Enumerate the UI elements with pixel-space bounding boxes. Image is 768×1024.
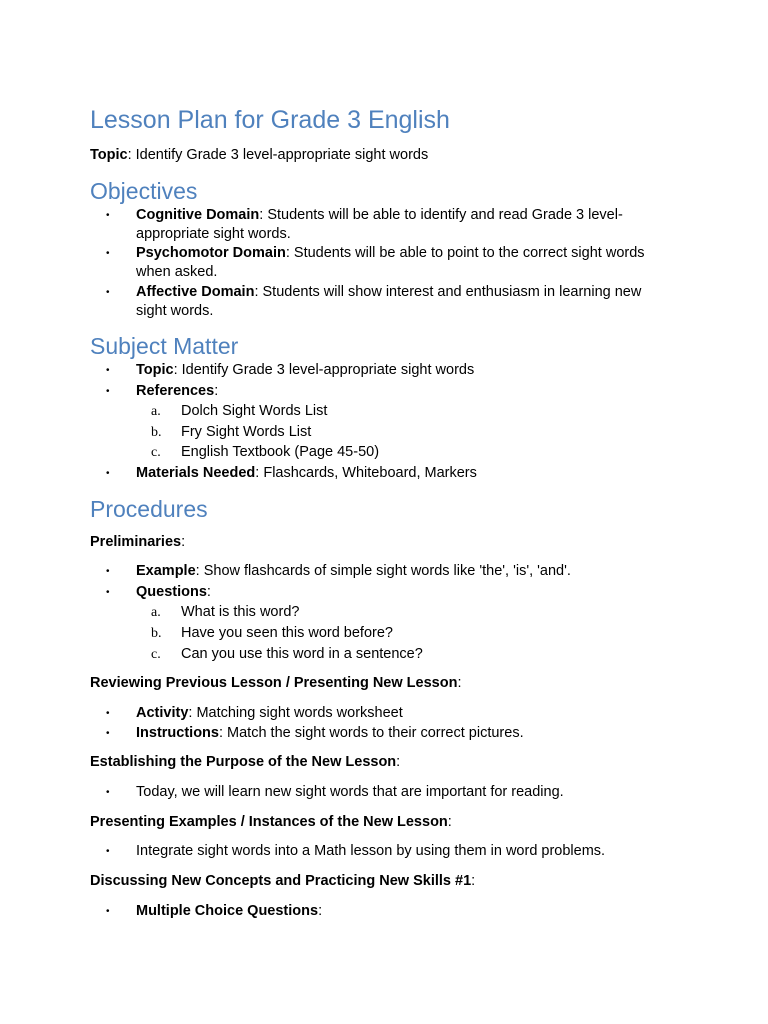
example-text: : Show flashcards of simple sight words like 'the', 'is', 'and'. <box>195 563 571 579</box>
bullet: • <box>106 906 110 917</box>
objective-item-cont: when asked. <box>136 264 218 280</box>
topic-line <box>90 146 428 165</box>
subject-topic-label: Topic <box>136 362 174 378</box>
mcq-label: Multiple Choice Questions <box>136 903 319 919</box>
reviewing-label: Reviewing Previous Lesson / Presenting New Lesson <box>90 675 458 691</box>
mcq-colon: : <box>318 903 323 919</box>
bullet: • <box>106 468 110 479</box>
references-label: References <box>136 383 215 399</box>
bullet: • <box>106 708 110 719</box>
objective-label: Affective Domain <box>136 284 255 300</box>
purpose-colon: : <box>396 754 401 770</box>
subject-topic <box>136 361 474 380</box>
reference-item: Fry Sight Words List <box>181 424 312 440</box>
example-line <box>136 562 571 581</box>
list-marker: b. <box>151 626 162 641</box>
reference-item: English Textbook (Page 45-50) <box>181 444 380 460</box>
objective-item-cont: sight words. <box>136 303 214 319</box>
objective-item-cont: appropriate sight words. <box>136 226 291 242</box>
activity-label: Activity <box>136 705 189 721</box>
discussing-heading <box>90 872 475 891</box>
bullet: • <box>106 728 110 739</box>
examples-heading <box>90 813 452 832</box>
references-colon: : <box>214 383 219 399</box>
objectives-heading: Objectives <box>90 178 198 204</box>
questions-label: Questions <box>136 584 207 600</box>
objective-label: Psychomotor Domain <box>136 245 286 261</box>
reference-item: Dolch Sight Words List <box>181 403 328 419</box>
preliminaries-colon: : <box>181 534 186 550</box>
activity-text: : Matching sight words worksheet <box>188 705 403 721</box>
questions-colon: : <box>206 584 211 600</box>
list-marker: a. <box>151 404 161 419</box>
procedures-heading: Procedures <box>90 496 208 522</box>
reviewing-heading <box>90 674 461 693</box>
reviewing-colon: : <box>457 675 462 691</box>
materials-text: : Flashcards, Whiteboard, Markers <box>255 465 477 481</box>
objective-item <box>136 206 623 225</box>
question-item: What is this word? <box>181 604 300 620</box>
document-title: Lesson Plan for Grade 3 English <box>90 106 450 134</box>
list-marker: c. <box>151 647 161 662</box>
instructions-text: : Match the sight words to their correct pictures. <box>218 725 524 741</box>
examples-colon: : <box>447 814 452 830</box>
references-line <box>136 382 218 401</box>
objective-text: : Students will show interest and enthusiasm in learning new <box>254 284 642 300</box>
objective-text: : Students will be able to point to the correct sight words <box>285 245 645 261</box>
objective-text: : Students will be able to identify and read Grade 3 level- <box>259 207 623 223</box>
examples-item: Integrate sight words into a Math lesson by using them in word problems. <box>136 843 606 859</box>
objective-item <box>136 283 641 302</box>
preliminaries-heading <box>90 533 185 552</box>
preliminaries-label: Preliminaries <box>90 534 182 550</box>
list-marker: b. <box>151 425 162 440</box>
objective-item <box>136 244 645 263</box>
topic-label: Topic <box>90 147 128 163</box>
materials-line <box>136 464 477 483</box>
example-label: Example <box>136 563 196 579</box>
instructions-label: Instructions <box>136 725 219 741</box>
bullet: • <box>106 365 110 376</box>
objective-label: Cognitive Domain <box>136 207 260 223</box>
subject-matter-heading: Subject Matter <box>90 333 239 359</box>
bullet: • <box>106 287 110 298</box>
question-item: Have you seen this word before? <box>181 625 393 641</box>
purpose-item: Today, we will learn new sight words that are important for reading. <box>136 784 564 800</box>
bullet: • <box>106 210 110 221</box>
examples-label: Presenting Examples / Instances of the New Lesson <box>90 814 448 830</box>
discussing-label: Discussing New Concepts and Practicing New Skills #1 <box>90 873 472 889</box>
questions-line <box>136 583 211 602</box>
purpose-label: Establishing the Purpose of the New Lesson <box>90 754 397 770</box>
bullet: • <box>106 566 110 577</box>
list-marker: c. <box>151 445 161 460</box>
question-item: Can you use this word in a sentence? <box>181 646 423 662</box>
subject-topic-text: : Identify Grade 3 level-appropriate sight words <box>173 362 475 378</box>
bullet: • <box>106 846 110 857</box>
bullet: • <box>106 386 110 397</box>
bullet: • <box>106 248 110 259</box>
materials-label: Materials Needed <box>136 465 256 481</box>
bullet: • <box>106 587 110 598</box>
activity-line <box>136 704 403 723</box>
bullet: • <box>106 787 110 798</box>
list-marker: a. <box>151 605 161 620</box>
instructions-line <box>136 724 524 743</box>
discussing-colon: : <box>471 873 476 889</box>
purpose-heading <box>90 753 400 772</box>
topic-text: : Identify Grade 3 level-appropriate sight words <box>127 147 429 163</box>
mcq-line <box>136 902 322 921</box>
